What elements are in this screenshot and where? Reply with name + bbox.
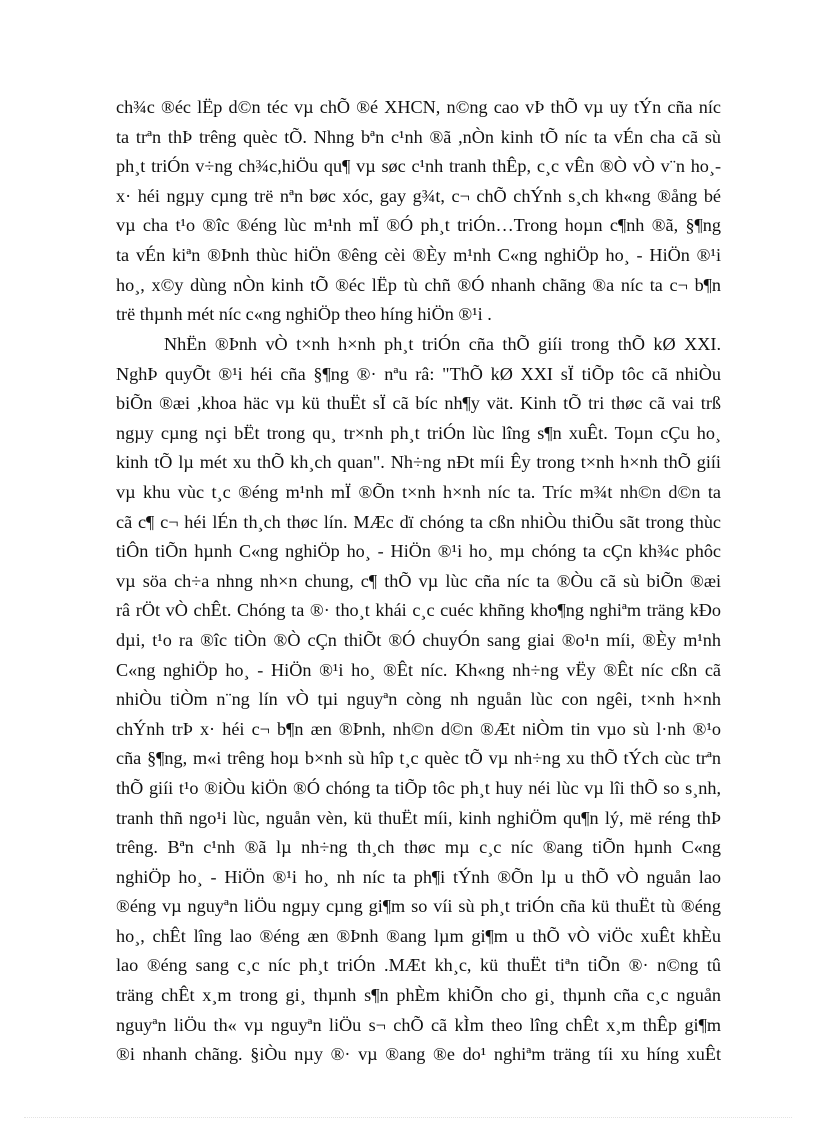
- text-line: x· héi ngµy cµng trë nªn bøc xóc, gay g¾t, c¬ chÕ chÝnh s¸ch kh«ng ®ång bé: [116, 185, 721, 206]
- text-line: râ rÖt vÒ chÊt. Chóng ta ®· tho¸t khái c¸c cuéc khñng kho¶ng nghiªm träng kÐo: [116, 600, 721, 621]
- text-line: NghÞ quyÕt ®¹i héi cña §¶ng ®· nªu râ: "ThÕ kØ XXI sÏ tiÕp tôc cã nhiÒu: [116, 363, 721, 384]
- text-line: ta vÉn kiªn ®Þnh thùc hiÖn ®êng cèi ®Èy m¹nh C«ng nghiÖp ho¸ - HiÖn ®¹i: [116, 244, 721, 265]
- text-line: tranh thñ ngo¹i lùc, nguån vèn, kü thuËt míi, kinh nghiÖm qu¶n lý, më réng thÞ: [116, 807, 721, 828]
- text-line: ngµy cµng nçi bËt trong qu¸ tr×nh ph¸t triÓn lùc lîng s¶n xuÊt. Toµn cÇu ho¸: [116, 422, 721, 443]
- text-line: ®i nhanh chãng. §iÒu nµy ®· vµ ®ang ®e do¹ nghiªm träng tíi xu híng xuÊt: [116, 1044, 721, 1065]
- page-bottom-divider: [24, 1117, 792, 1118]
- text-line: kinh tÕ lµ mét xu thÕ kh¸ch quan". Nh÷ng nÐt míi Êy trong t×nh h×nh thÕ giíi: [116, 452, 721, 473]
- text-line: ch¾c ®éc lËp d©n téc vµ chÕ ®é XHCN, n©ng cao vÞ thÕ vµ uy tÝn cña níc: [116, 97, 721, 117]
- text-line: cña §¶ng, m«i trêng hoµ b×nh sù hîp t¸c quèc tÕ vµ nh÷ng xu thÕ tÝch cùc trªn: [116, 748, 721, 769]
- text-line: vµ söa ch÷a nhng nh×n chung, c¶ thÕ vµ lùc cña níc ta ®Òu cã sù biÕn ®æi: [116, 570, 721, 591]
- text-line: biÕn ®æi ,khoa häc vµ kü thuËt sÏ cã bíc nh¶y vät. Kinh tÕ tri thøc cã vai trß: [116, 393, 721, 414]
- text-line: chÝnh trÞ x· héi c¬ b¶n æn ®Þnh, nh©n d©n ®Æt niÒm tin vµo sù l·nh ®¹o: [116, 718, 721, 739]
- text-line: ph¸t triÓn v÷ng ch¾c,hiÖu qu¶ vµ søc c¹nh tranh thÊp, c¸c vÊn ®Ò vÒ v¨n ho¸-: [116, 156, 721, 177]
- text-line: träng chÊt x¸m trong gi¸ thµnh s¶n phÈm khiÕn cho gi¸ thµnh cña c¸c nguån: [116, 985, 721, 1006]
- text-line: vµ cha t¹o ®îc ®éng lùc m¹nh mÏ ®Ó ph¸t triÓn…Trong hoµn c¶nh ®ã, §¶ng: [116, 215, 721, 236]
- text-line: ho¸, chÊt lîng lao ®éng æn ®Þnh ®ang lµm gi¶m u thÕ vÒ viÖc xuÊt khÈu: [116, 925, 721, 946]
- text-line: vµ khu vùc t¸c ®éng m¹nh mÏ ®Õn t×nh h×nh níc ta. Tríc m¾t nh©n d©n ta: [116, 481, 721, 502]
- text-line: nhiÒu tiÒm n¨ng lín vÒ tµi nguyªn còng nh nguån lùc con ngêi, t×nh h×nh: [116, 689, 721, 710]
- text-line: tiÔn tiÕn hµnh C«ng nghiÖp ho¸ - HiÖn ®¹i ho¸ mµ chóng ta cÇn kh¾c phôc: [116, 541, 721, 562]
- text-line: ta trªn thÞ trêng quèc tÕ. Nhng bªn c¹nh ®ã ,nÒn kinh tÕ níc ta vÉn cha cã sù: [116, 126, 721, 147]
- text-line: nghiÖp ho¸ - HiÖn ®¹i ho¸ nh níc ta ph¶i tÝnh ®Õn lµ u thÕ vÒ nguån lao: [116, 866, 721, 887]
- text-line: thÕ giíi t¹o ®iÒu kiÖn ®Ó chóng ta tiÕp tôc ph¸t huy néi lùc vµ lîi thÕ so s¸nh,: [116, 777, 721, 798]
- text-line: dµi, t¹o ra ®îc tiÒn ®Ò cÇn thiÕt ®Ó chuyÓn sang giai ®o¹n míi, ®Èy m¹nh: [116, 629, 721, 650]
- text-line: ®éng vµ nguyªn liÖu ngµy cµng gi¶m so víi sù ph¸t triÓn cña kü thuËt tù ®éng: [116, 896, 721, 917]
- text-line: nguyªn liÖu th« vµ nguyªn liÖu s¬ chÕ cã kÌm theo lîng chÊt x¸m thÊp gi¶m: [116, 1014, 721, 1035]
- text-line: ho¸, x©y dùng nÒn kinh tÕ ®éc lËp tù chñ ®Ó nhanh chãng ®a níc ta c¬ b¶n: [116, 274, 721, 295]
- text-line: lao ®éng sang c¸c níc ph¸t triÓn .MÆt kh¸c, kü thuËt tiªn tiÕn ®· n©ng tû: [116, 955, 721, 976]
- text-line: NhËn ®Þnh vÒ t×nh h×nh ph¸t triÓn cña thÕ giíi trong thÕ kØ XXI.: [164, 334, 721, 354]
- text-line: trêng. Bªn c¹nh ®ã lµ nh÷ng th¸ch thøc mµ c¸c níc ®ang tiÕn hµnh C«ng: [116, 837, 721, 858]
- text-line: trë thµnh mét níc c«ng nghiÖp theo híng hiÖn ®¹i .: [116, 304, 492, 325]
- text-line: C«ng nghiÖp ho¸ - HiÖn ®¹i ho¸ ®Êt níc. Kh«ng nh÷ng vËy ®Êt níc cßn cã: [116, 659, 721, 680]
- text-line: cã c¶ c¬ héi lÉn th¸ch thøc lín. MÆc dï chóng ta cßn nhiÒu thiÕu sãt trong thùc: [116, 511, 721, 532]
- paragraph-2: [116, 330, 721, 1070]
- paragraph-1: [116, 93, 721, 330]
